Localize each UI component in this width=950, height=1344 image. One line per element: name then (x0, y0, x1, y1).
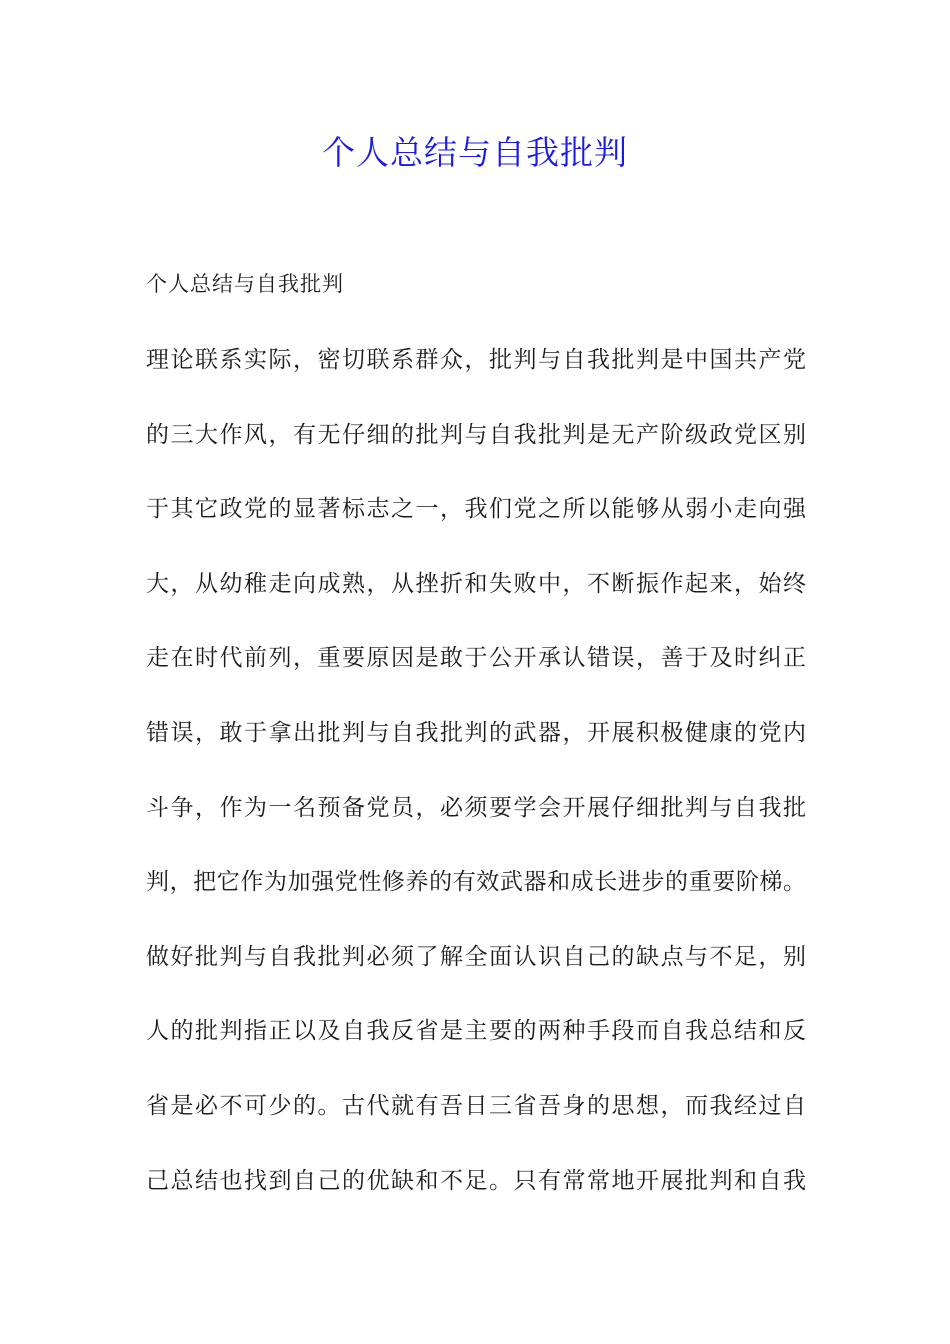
body-line: 人的批判指正以及自我反省是主要的两种手段而自我总结和反 (146, 1018, 806, 1045)
body-line: 判，把它作为加强党性修养的有效武器和成长进步的重要阶梯。 (146, 869, 806, 896)
body-line: 于其它政党的显著标志之一，我们党之所以能够从弱小走向强 (146, 496, 806, 523)
body-line: 斗争，作为一名预备党员，必须要学会开展仔细批判与自我批 (146, 794, 806, 821)
body-line: 己总结也找到自己的优缺和不足。只有常常地开展批判和自我 (146, 1167, 806, 1194)
body-line: 错误，敢于拿出批判与自我批判的武器，开展积极健康的党内 (146, 719, 806, 746)
document-body (146, 340, 806, 1235)
body-line: 省是必不可少的。古代就有吾日三省吾身的思想，而我经过自 (146, 1092, 806, 1119)
body-line: 大，从幼稚走向成熟，从挫折和失败中，不断振作起来，始终 (146, 570, 806, 597)
body-line: 走在时代前列，重要原因是敢于公开承认错误，善于及时纠正 (146, 645, 806, 672)
document-subtitle: 个人总结与自我批判 (146, 272, 344, 296)
body-line: 的三大作风，有无仔细的批判与自我批判是无产阶级政党区别 (146, 421, 806, 448)
body-line: 做好批判与自我批判必须了解全面认识自己的缺点与不足，别 (146, 943, 806, 970)
document-title: 个人总结与自我批判 (322, 133, 628, 172)
body-line: 理论联系实际，密切联系群众，批判与自我批判是中国共产党 (146, 347, 806, 373)
